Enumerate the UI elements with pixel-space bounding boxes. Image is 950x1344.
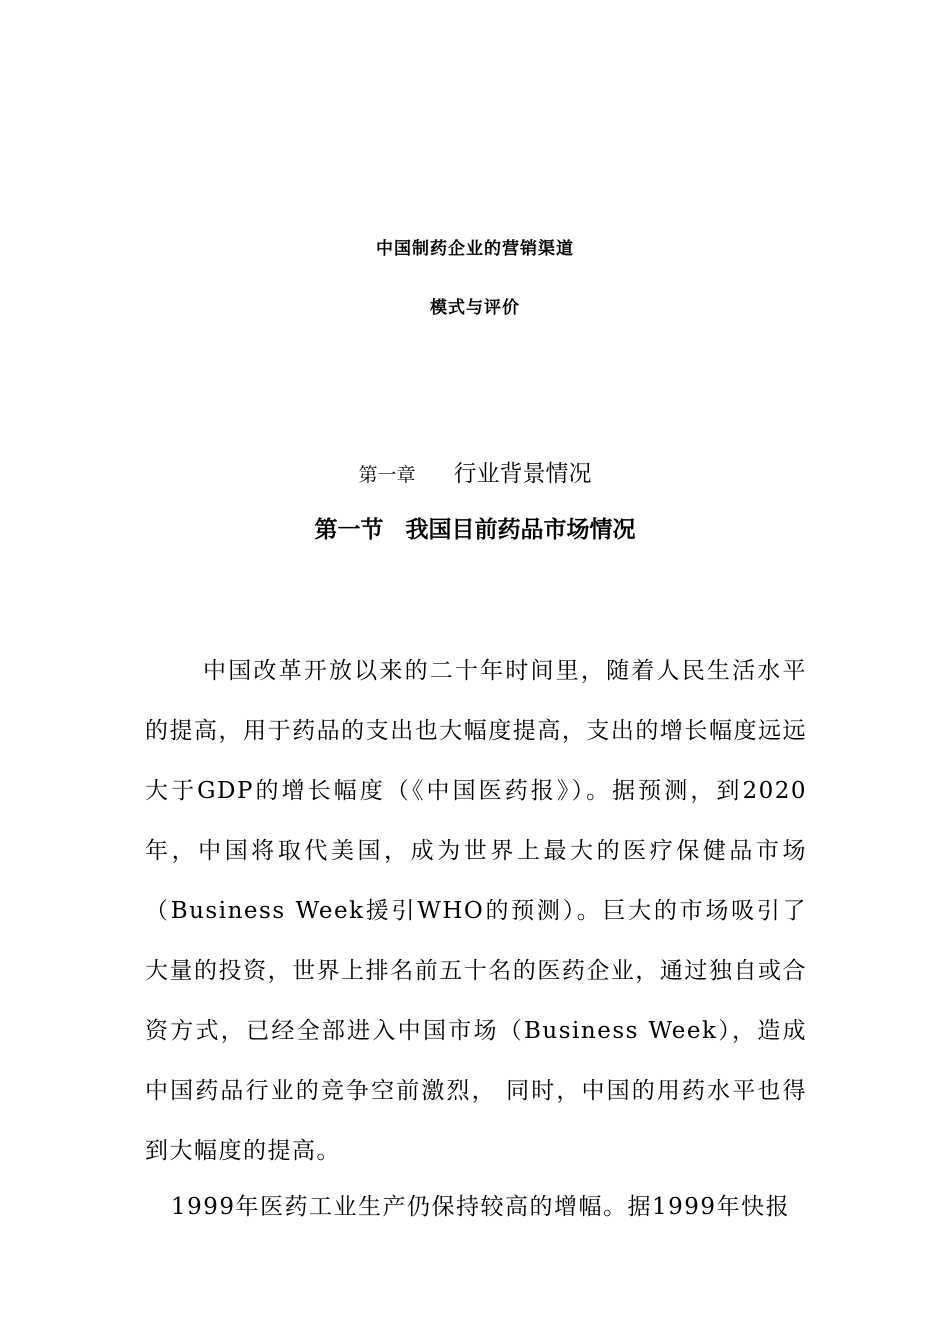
body-paragraph: 1999年医药工业生产仍保持较高的增幅。据1999年快报 [171,1194,791,1220]
section-title: 我国目前药品市场情况 [405,517,636,543]
chapter-number: 第一章 [358,464,416,486]
section-number: 第一节 [314,517,384,543]
section-heading [0,514,950,546]
body-paragraph: 中国改革开放以来的二十年时间里，随着人民生活水平的提高，用于药品的支出也大幅度提高，支出的增长幅度远远大于GDP的增长幅度（《中国医药报》）。据预测，到2020年，中国将取代美国，成为世界上最大的医疗保健品市场（Business Week援引WHO的预测）。巨大的市场吸引了大量的投资，世界上排名前五十名的医药企业，通过独自或合资方式，已经全部进入中国市场（Business Week），造成中国药品行业的竞争空前激烈， 同时，中国的用药水平也得到大幅度的提高。 [145,658,807,1164]
chapter-title: 行业背景情况 [453,461,592,487]
chapter-heading [0,458,950,491]
document-title-line-2: 模式与评价 [430,298,520,318]
document-title-line-1: 中国制药企业的营销渠道 [376,239,574,259]
